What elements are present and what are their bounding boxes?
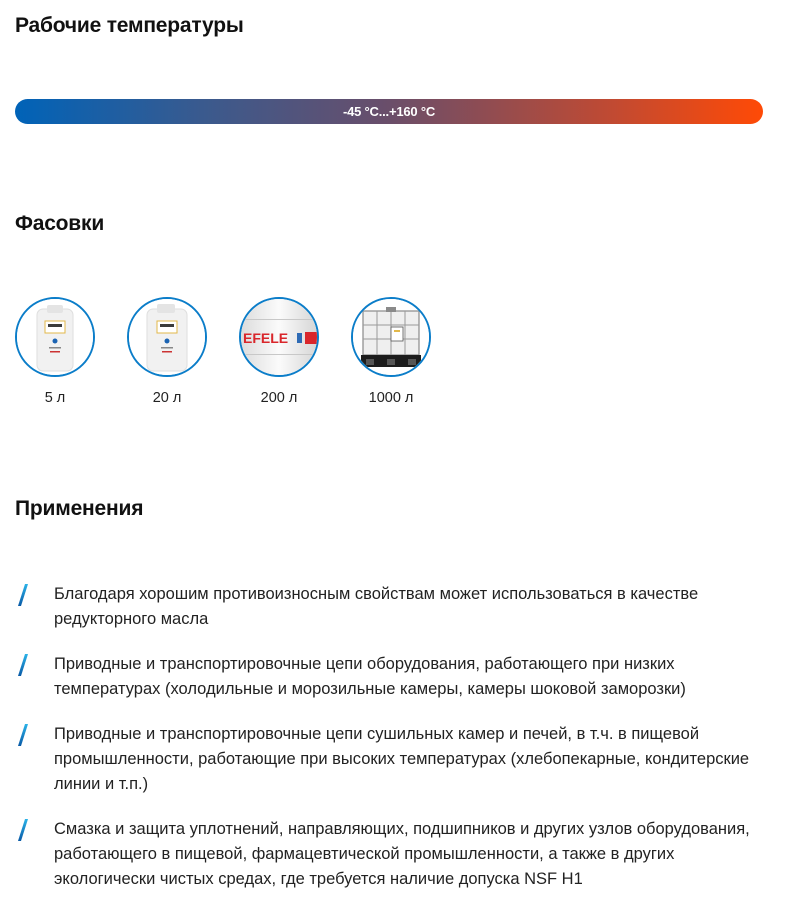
temperature-range-label: -45 °C...+160 °C <box>342 104 436 119</box>
pack-label: 20 л <box>152 390 182 406</box>
pack-label: 5 л <box>44 390 66 406</box>
list-item-text: Приводные и транспортировочные цепи сушильных камер и печей, в т.ч. в пищевой промышленности, работающие при высоких температурах (хлебопекарные, кондитерские линии и т.п.) <box>54 725 750 793</box>
list-item <box>15 652 775 702</box>
canister-icon <box>127 297 207 377</box>
barrel-icon <box>239 297 319 377</box>
applications-list <box>15 582 775 892</box>
pack-item-200l[interactable] <box>239 297 319 406</box>
barrel-brand-text: EFELE <box>243 330 289 346</box>
section-title-packaging: Фасовки <box>15 212 105 235</box>
list-item-text: Благодаря хорошим противоизносным свойствам может использоваться в качестве редукторного масла <box>54 585 699 628</box>
slash-marker-icon <box>18 584 28 606</box>
pack-item-5l[interactable] <box>15 297 95 406</box>
slash-marker-icon <box>18 654 28 676</box>
pack-label: 1000 л <box>368 390 414 406</box>
pack-item-20l[interactable] <box>127 297 207 406</box>
temperature-range-bar <box>15 99 763 124</box>
pack-label: 200 л <box>260 390 298 406</box>
list-item-text: Смазка и защита уплотнений, направляющих, подшипников и других узлов оборудования, работающего в пищевой, фармацевтической промышленности, а также в других экологически чистых средах, где требуется наличие допуска NSF H1 <box>54 820 750 888</box>
canister-icon <box>15 297 95 377</box>
list-item <box>15 722 775 797</box>
slash-marker-icon <box>18 819 28 841</box>
list-item-text: Приводные и транспортировочные цепи оборудования, работающего при низких температурах (холодильные и морозильные камеры, камеры шоковой заморозки) <box>54 655 686 698</box>
pack-item-1000l[interactable] <box>351 297 431 406</box>
ibc-container-icon <box>351 297 431 377</box>
list-item <box>15 817 775 892</box>
section-title-applications: Применения <box>15 497 144 520</box>
list-item <box>15 582 775 632</box>
section-title-temperatures: Рабочие температуры <box>15 14 244 37</box>
slash-marker-icon <box>18 724 28 746</box>
